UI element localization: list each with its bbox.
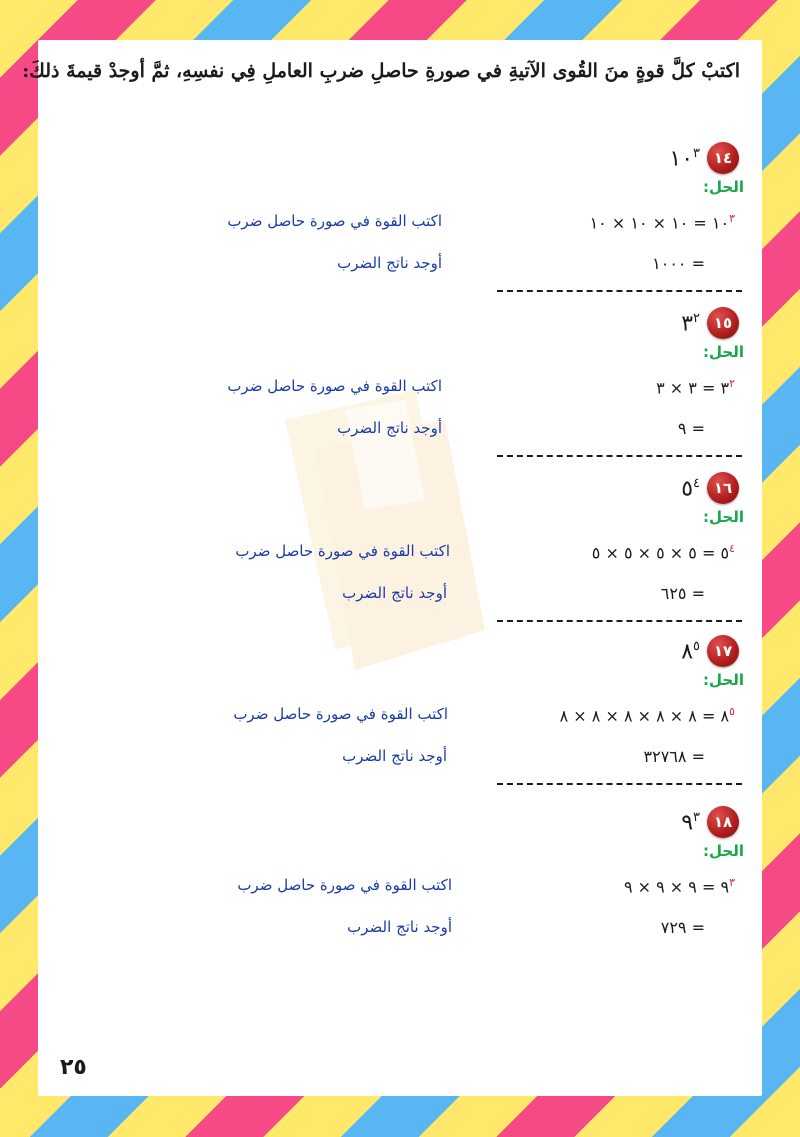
problem-number-badge: ١٧ [707, 635, 739, 667]
solution-label: الحل: [703, 178, 744, 196]
power-expression: $٩^٣$ [681, 810, 700, 836]
solution-label: الحل: [703, 343, 744, 361]
problem-14 [0, 142, 800, 302]
problem-number-badge: ١٤ [707, 142, 739, 174]
write-product-step: اكتب القوة في صورة حاصل ضرب [233, 705, 448, 723]
write-product-step: اكتب القوة في صورة حاصل ضرب [227, 212, 442, 230]
exercise-instruction: اكتبْ كلَّ قوةٍ منَ القُوى الآتيةِ في صورةِ حاصلِ ضربِ العاملِ فِي نفسِهِ، ثمَّ أوجدْ قيمةَ ذلكَ: [22, 60, 740, 82]
product-result: = ١٠٠٠ [652, 254, 705, 273]
find-result-step: أوجد ناتج الضرب [337, 419, 442, 437]
product-result: = ٦٢٥ [660, 584, 705, 603]
dashed-divider [497, 455, 742, 457]
product-form: $٥^٤$ = ٥ × ٥ × ٥ × ٥ [591, 542, 735, 563]
solution-label: الحل: [703, 508, 744, 526]
solution-label: الحل: [703, 671, 744, 689]
write-product-step: اكتب القوة في صورة حاصل ضرب [227, 377, 442, 395]
product-result: = ٧٢٩ [660, 918, 705, 937]
power-expression: $٨^٥$ [681, 639, 700, 665]
dashed-divider [497, 620, 742, 622]
find-result-step: أوجد ناتج الضرب [342, 584, 447, 602]
find-result-step: أوجد ناتج الضرب [337, 254, 442, 272]
dashed-divider [497, 290, 742, 292]
product-result: = ٣٢٧٦٨ [643, 747, 705, 766]
page-number: ٢٥ [60, 1055, 87, 1080]
problem-number-badge: ١٥ [707, 307, 739, 339]
dashed-divider [497, 783, 742, 785]
problem-16 [0, 472, 800, 632]
power-expression: $٣^٢$ [681, 311, 700, 337]
product-form: $١٠^٣$ = ١٠ × ١٠ × ١٠ [589, 212, 735, 233]
power-expression: $١٠^٣$ [669, 146, 700, 172]
write-product-step: اكتب القوة في صورة حاصل ضرب [235, 542, 450, 560]
solution-label: الحل: [703, 842, 744, 860]
write-product-step: اكتب القوة في صورة حاصل ضرب [237, 876, 452, 894]
product-form: $٨^٥$ = ٨ × ٨ × ٨ × ٨ × ٨ [559, 705, 735, 726]
problem-number-badge: ١٦ [707, 472, 739, 504]
problem-number-badge: ١٨ [707, 806, 739, 838]
find-result-step: أوجد ناتج الضرب [347, 918, 452, 936]
product-form: $٣^٢$ = ٣ × ٣ [656, 377, 735, 398]
problem-18 [0, 806, 800, 966]
problem-17 [0, 635, 800, 795]
problem-15 [0, 307, 800, 467]
product-result: = ٩ [677, 419, 705, 438]
product-form: $٩^٣$ = ٩ × ٩ × ٩ [623, 876, 735, 897]
find-result-step: أوجد ناتج الضرب [342, 747, 447, 765]
power-expression: $٥^٤$ [681, 476, 700, 502]
